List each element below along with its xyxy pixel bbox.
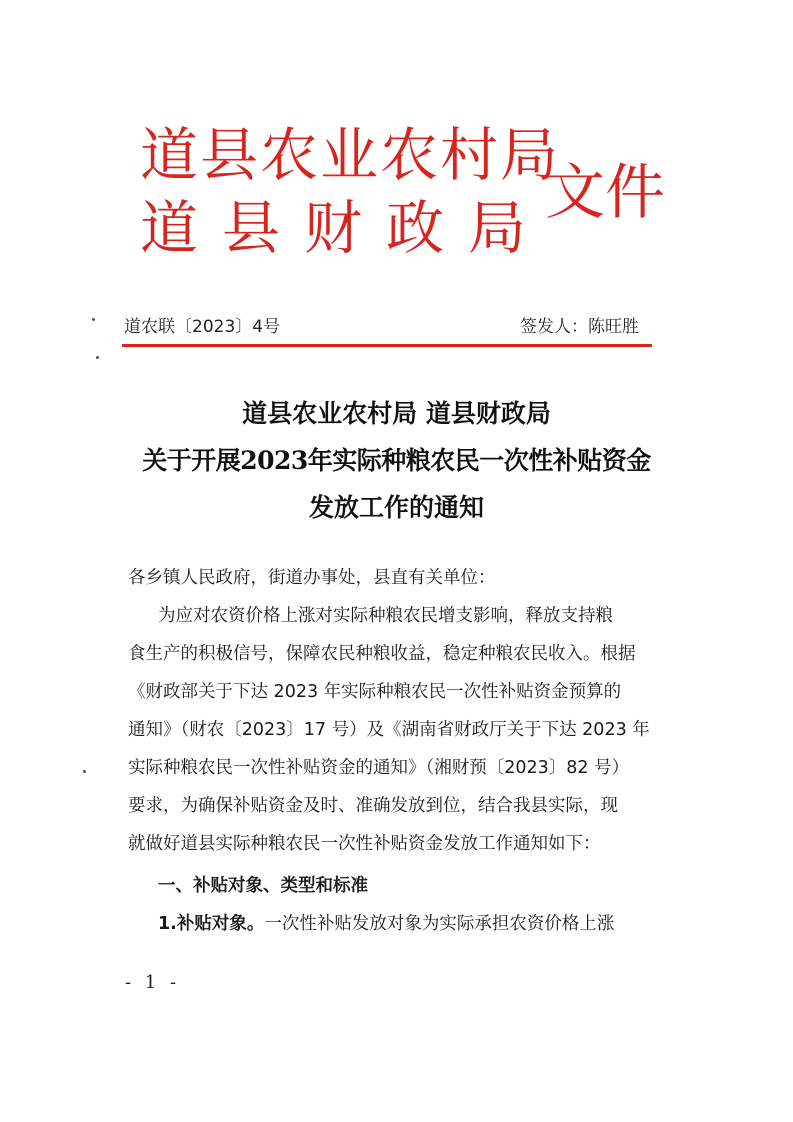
salutation: 各乡镇人民政府，街道办事处，县直有关单位： xyxy=(128,568,496,588)
item-1-text: 一次性补贴发放对象为实际承担农资价格上涨 xyxy=(264,914,615,934)
title-line-1: 道县农业农村局 道县财政局 xyxy=(242,399,551,428)
page-number: - 1 - xyxy=(125,972,181,993)
paragraph-line: 食生产的积极信号，保障农民种粮收益，稳定种粮农民收入。根据 xyxy=(128,644,636,664)
document-number: 道农联〔2023〕4号 xyxy=(124,317,281,337)
paragraph-line: 通知》（财农〔2023〕17 号）及《湖南省财政厅关于下达 2023 年 xyxy=(128,720,650,740)
paragraph-line: 实际种粮农民一次性补贴资金的通知》（湘财预〔2023〕82 号） xyxy=(128,758,630,778)
title-line-2: 关于开展2023年实际种粮农民一次性补贴资金 xyxy=(142,446,651,475)
section-heading: 一、补贴对象、类型和标准 xyxy=(158,876,368,896)
scan-speck xyxy=(92,318,95,321)
header-issuer-agriculture: 道县农业农村局 xyxy=(140,121,561,189)
scan-speck xyxy=(83,770,86,773)
title-line-3: 发放工作的通知 xyxy=(308,493,484,522)
paragraph-line: 为应对农资价格上涨对实际种粮农民增支影响，释放支持粮 xyxy=(158,606,613,626)
paragraph-line: 就做好道县实际种粮农民一次性补贴资金发放工作通知如下： xyxy=(128,834,601,854)
signer: 签发人：陈旺胜 xyxy=(520,317,639,337)
item-1-label: 1.补贴对象。 xyxy=(158,914,265,934)
red-divider xyxy=(122,344,652,347)
header-document-label: 文件 xyxy=(545,158,665,228)
paragraph-line: 要求，为确保补贴资金及时、准确发放到位，结合我县实际，现 xyxy=(128,796,618,816)
scan-speck xyxy=(96,356,99,359)
item-1 xyxy=(158,910,614,935)
paragraph-line: 《财政部关于下达 2023 年实际种粮农民一次性补贴资金预算的 xyxy=(128,682,622,702)
header-issuer-finance: 道县财政局 xyxy=(140,194,551,262)
